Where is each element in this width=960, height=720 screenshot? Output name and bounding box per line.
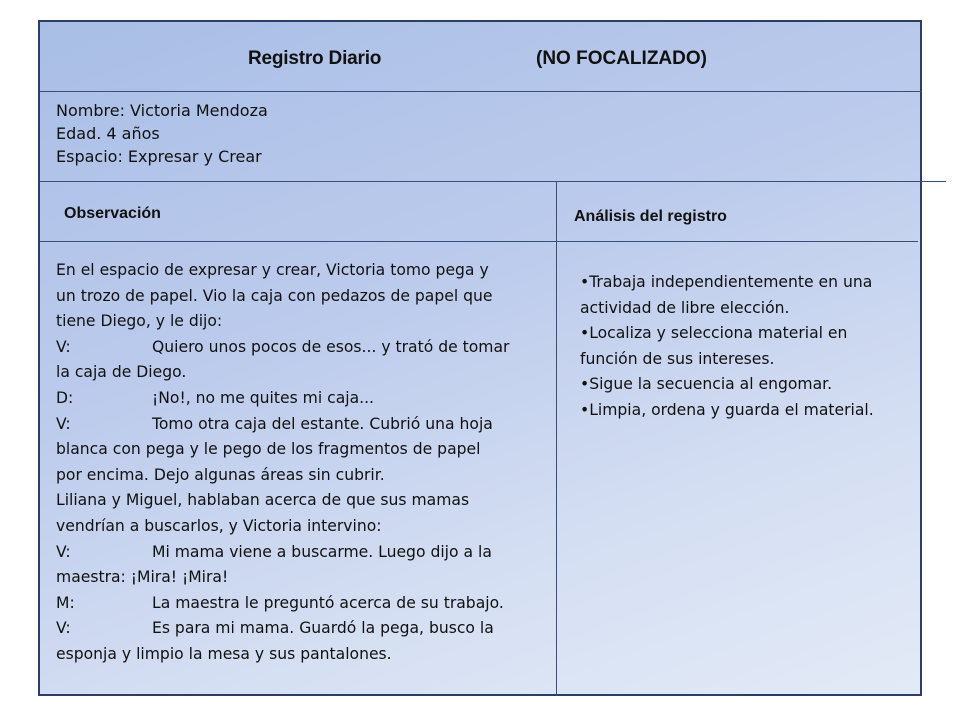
- student-age: Edad. 4 años: [56, 124, 160, 143]
- dialogue-text: Tomo otra caja del estante. Cubrió una hoja: [152, 414, 493, 433]
- obs-line: la caja de Diego.: [56, 363, 187, 382]
- analysis-text: •Localiza y selecciona material en: [580, 324, 848, 343]
- analysis-item: [580, 321, 910, 372]
- obs-line: blanca con pega y le pego de los fragmentos de papel: [56, 440, 481, 459]
- dialogue-line: [56, 386, 552, 412]
- dialogue-line: [56, 540, 552, 566]
- analysis-text: •Trabaja independientemente en una: [580, 273, 873, 291]
- registro-table: [38, 20, 922, 696]
- analysis-item: [580, 270, 910, 321]
- dialogue-text: Quiero unos pocos de esos... y trató de tomar: [152, 337, 510, 356]
- dialogue-line: [56, 412, 552, 438]
- page-subtitle: (NO FOCALIZADO): [536, 48, 707, 69]
- student-name: Nombre: Victoria Mendoza: [56, 101, 268, 120]
- observation-text: [56, 258, 552, 668]
- obs-line: por encima. Dejo algunas áreas sin cubrir.: [56, 465, 385, 484]
- analysis-text: •Sigue la secuencia al engomar.: [580, 375, 833, 394]
- speaker-label: D:: [56, 388, 74, 407]
- obs-line: En el espacio de expresar y crear, Victoria tomo pega y: [56, 261, 489, 279]
- speaker-label: V:: [56, 414, 71, 433]
- dialogue-line: [56, 616, 552, 642]
- obs-line: tiene Diego, y le dijo:: [56, 312, 223, 331]
- analysis-heading: Análisis del registro: [574, 208, 727, 225]
- observation-heading: Observación: [64, 205, 161, 222]
- dialogue-text: La maestra le preguntó acerca de su trabajo.: [152, 593, 504, 612]
- divider-columns: [40, 241, 918, 242]
- student-space: Espacio: Expresar y Crear: [56, 147, 262, 166]
- analysis-text: •Limpia, ordena y guarda el material.: [580, 400, 874, 419]
- analysis-item: [580, 372, 910, 398]
- analysis-item: [580, 398, 910, 424]
- speaker-label: V:: [56, 619, 71, 638]
- analysis-text: función de sus intereses.: [580, 349, 775, 368]
- dialogue-text: ¡No!, no me quites mi caja...: [152, 388, 375, 407]
- speaker-label: M:: [56, 593, 75, 612]
- speaker-label: V:: [56, 337, 71, 356]
- obs-line: un trozo de papel. Vio la caja con pedazos de papel que: [56, 286, 493, 305]
- obs-line: vendrían a buscarlos, y Victoria intervino:: [56, 516, 382, 535]
- student-info: [56, 99, 268, 168]
- page-title: Registro Diario: [248, 48, 382, 69]
- divider-vertical: [556, 181, 557, 696]
- divider-info: [40, 181, 946, 182]
- dialogue-text: Es para mi mama. Guardó la pega, busco la: [152, 619, 494, 638]
- analysis-list: [580, 270, 910, 424]
- obs-line: esponja y limpio la mesa y sus pantalones.: [56, 644, 392, 663]
- obs-line: maestra: ¡Mira! ¡Mira!: [56, 568, 229, 587]
- analysis-text: actividad de libre elección.: [580, 298, 790, 317]
- divider-header: [40, 91, 922, 92]
- speaker-label: V:: [56, 542, 71, 561]
- dialogue-text: Mi mama viene a buscarme. Luego dijo a la: [152, 542, 492, 561]
- dialogue-line: [56, 591, 552, 617]
- obs-line: Liliana y Miguel, hablaban acerca de que sus mamas: [56, 491, 470, 510]
- dialogue-line: [56, 335, 552, 361]
